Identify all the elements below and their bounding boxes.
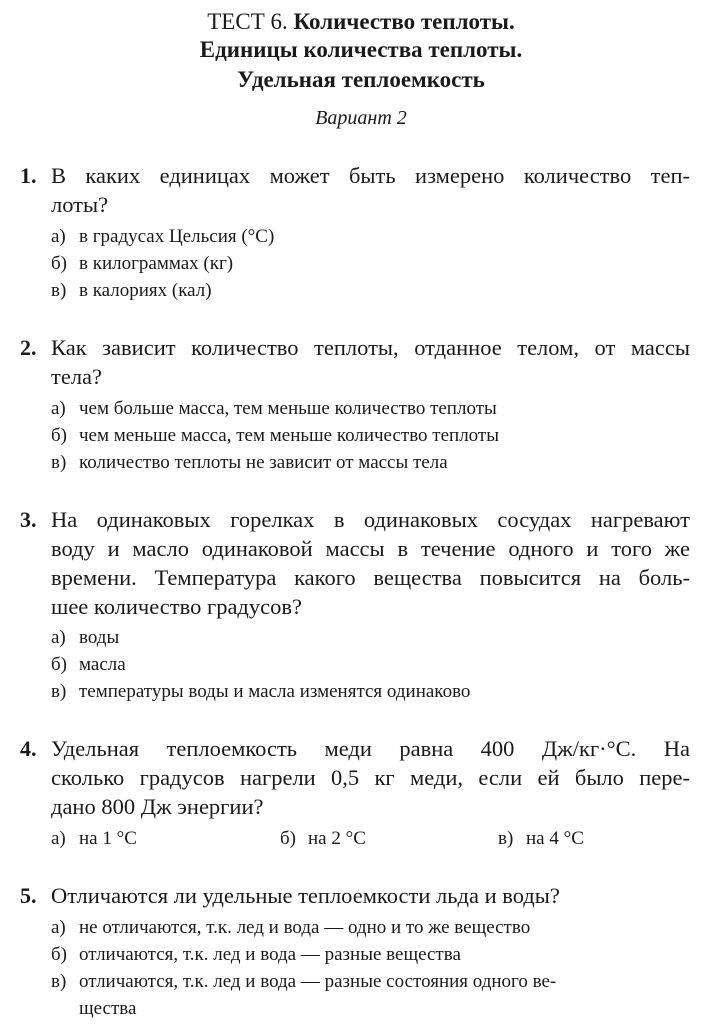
option-text: в калориях (кал) [79,280,212,301]
question-line: На одинаковых горелках в одинаковых сосудах нагревают [51,507,690,532]
question-line: сколько градусов нагрели 0,5 кг меди, если ей было пере- [51,765,690,790]
option-letter: б) [280,828,296,849]
option-text: не отличаются, т.к. лед и вода — одно и то же вещество [79,917,531,938]
answer-options [51,624,690,705]
question-number: 1. [20,163,37,188]
option-b [51,250,690,277]
answer-options [51,825,690,852]
question-1 [20,161,690,311]
test-title-line3: Удельная теплоемкость [237,67,485,92]
option-text: отличаются, т.к. лед и вода — разные состояния одного ве- [79,971,557,992]
question-line: шее количество градусов? [51,594,302,619]
options-row [51,825,690,852]
option-letter: а) [51,627,66,648]
question-number: 5. [20,883,37,908]
question-text [51,333,690,391]
option-text: количество теплоты не зависит от массы тела [79,452,448,473]
option-letter: а) [51,398,66,419]
option-a [51,914,690,941]
test-label: ТЕСТ 6. [207,9,288,34]
question-line: В каких единицах может быть измерено количество теп- [51,163,690,188]
option-a [51,624,690,651]
option-text: в градусах Цельсия (°С) [79,226,275,247]
option-text: отличаются, т.к. лед и вода — разные вещества [79,944,461,965]
question-text [51,161,690,219]
option-text: на 4 °С [526,828,584,849]
option-letter: б) [51,253,67,274]
option-letter: в) [498,828,514,849]
option-letter: б) [51,944,67,965]
question-5 [20,881,690,1021]
option-letter: а) [51,917,66,938]
option-letter: б) [51,654,67,675]
question-line: Отличаются ли удельные теплоемкости льда и воды? [51,883,560,908]
question-line: лоты? [51,192,109,217]
option-a [51,223,690,250]
answer-options [51,223,690,304]
question-line: Удельная теплоемкость меди равна 400 Дж/кг·°С. На [51,736,690,761]
test-title-line1: Количество теплоты. [293,9,515,34]
question-3 [20,505,690,705]
option-letter: б) [51,425,67,446]
question-line: тела? [51,364,103,389]
answer-options [51,395,690,476]
question-4 [20,734,690,859]
option-b [51,941,690,968]
question-line: воду и масло одинаковой массы в течение одного и того же [51,536,690,561]
test-title-line2: Единицы количества теплоты. [199,37,523,62]
question-text [51,734,690,821]
option-b [280,825,366,852]
option-text: воды [79,627,120,648]
question-number: 2. [20,335,37,360]
question-line: дано 800 Дж энергии? [51,794,264,819]
option-c-continuation [51,995,690,1022]
variant-label: Вариант 2 [315,107,407,129]
question-text [51,505,690,621]
option-b [51,651,690,678]
option-letter: в) [51,971,67,992]
option-letter: а) [51,828,66,849]
option-text: на 2 °С [308,828,366,849]
option-letter: в) [51,452,67,473]
option-c [51,277,690,304]
option-text: масла [79,654,126,675]
option-b [51,422,690,449]
test-heading [0,8,722,36]
question-text [51,881,690,910]
option-c [51,678,690,705]
option-letter: в) [51,681,67,702]
answer-options [51,914,690,1022]
question-line: Как зависит количество теплоты, отданное телом, от массы [51,335,690,360]
question-2 [20,333,690,483]
option-a [51,825,137,852]
option-letter: в) [51,280,67,301]
option-text: щества [79,998,137,1019]
option-text: в килограммах (кг) [79,253,234,274]
option-c [51,968,690,995]
option-letter: а) [51,226,66,247]
option-text: температуры воды и масла изменятся одинаково [79,681,471,702]
question-number: 4. [20,736,37,761]
option-text: на 1 °С [79,828,137,849]
question-number: 3. [20,507,37,532]
option-text: чем меньше масса, тем меньше количество теплоты [79,425,499,446]
option-c [498,825,584,852]
option-a [51,395,690,422]
option-text: чем больше масса, тем меньше количество теплоты [79,398,497,419]
option-c [51,449,690,476]
question-line: времени. Температура какого вещества повысится на боль- [51,565,690,590]
